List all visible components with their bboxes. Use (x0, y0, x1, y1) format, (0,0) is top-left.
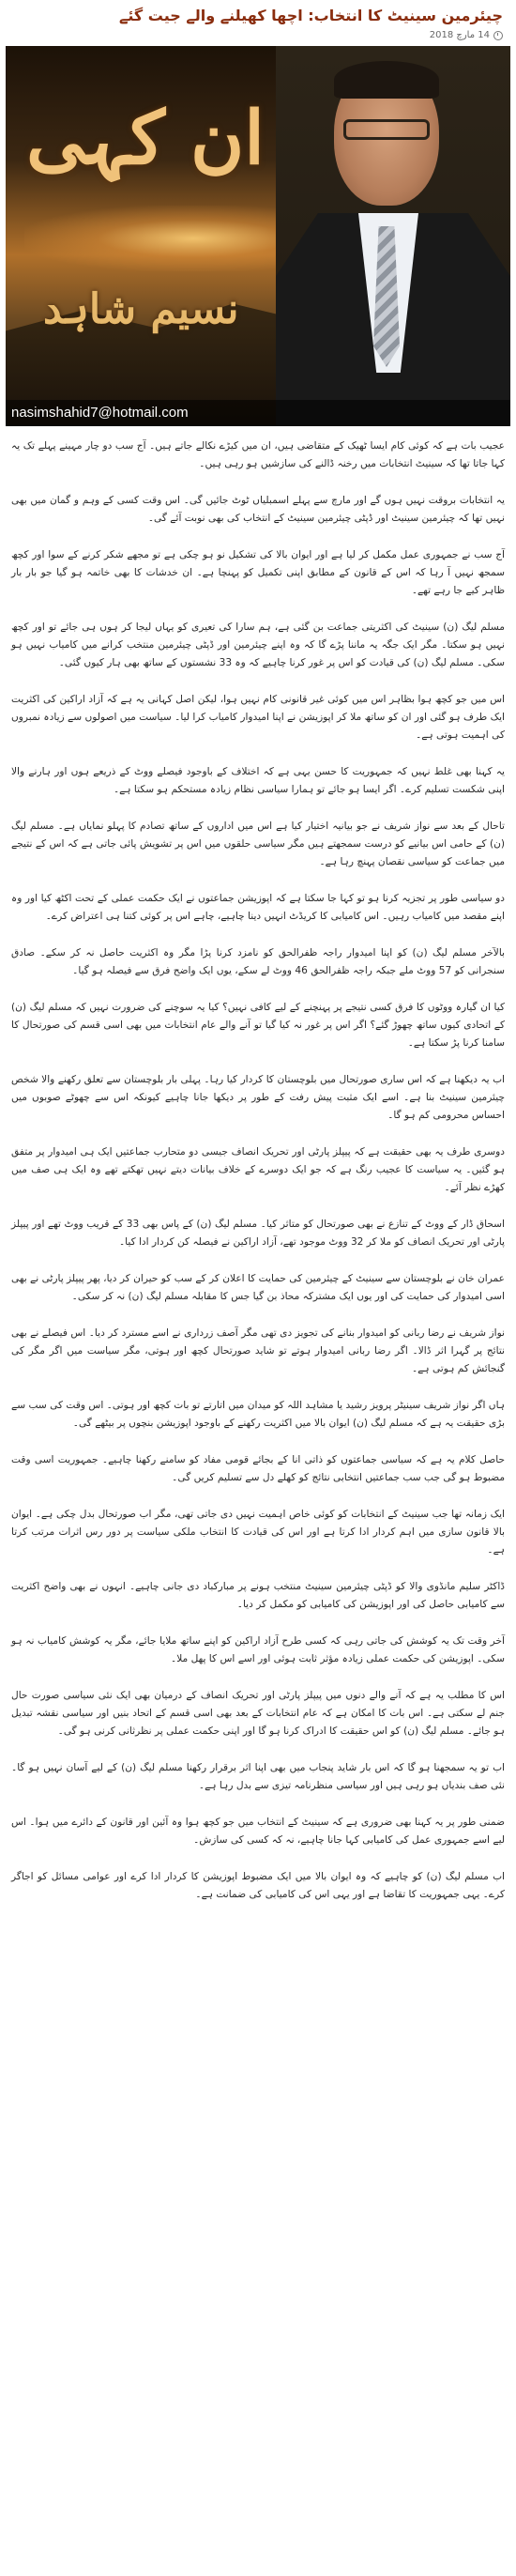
article-paragraph: عمران خان نے بلوچستان سے سینیٹ کے چیئرمین کی حمایت کا اعلان کر کے سب کو حیران کر دیا، پھر پیپلز پارٹی نے بھی اسی امیدوار کی حمایت کی اور یوں ایک مشترکہ محاذ بن گیا جس کا مقابلہ مسلم لیگ (ن) نہ کر سکی۔ (11, 1273, 505, 1302)
article-paragraph: ضمنی طور پر یہ کہنا بھی ضروری ہے کہ سینیٹ کے انتخاب میں جو کچھ ہوا وہ آئین اور قانون کے دائرے میں ہوا۔ اس لیے اسے جمہوری عمل کی کامیابی کہا جانا چاہیے، نہ کہ کسی کی سازش۔ (11, 1817, 505, 1846)
author-email: nasimshahid7@hotmail.com (6, 400, 510, 426)
article-title[interactable]: چیئرمین سینیٹ کا انتخاب: اچھا کھیلنے والے جیت گئے (118, 7, 503, 24)
article-paragraph: اب یہ دیکھنا ہے کہ اس ساری صورتحال میں بلوچستان کا کردار کیا رہا۔ پہلی بار بلوچستان سے تعلق رکھنے والا شخص چیئرمین سینیٹ بنا ہے۔ اسے ایک مثبت پیش رفت کے طور پر دیکھا جانا چاہیے کیونکہ اس سے چھوٹے صوبوں میں احساس محرومی کم ہو گا۔ (11, 1074, 505, 1121)
article-paragraph: آخر وقت تک یہ کوشش کی جاتی رہی کہ کسی طرح آزاد اراکین کو اپنے ساتھ ملایا جائے، مگر یہ کوشش کامیاب نہ ہو سکی۔ اپوزیشن کی حکمت عملی زیادہ مؤثر ثابت ہوئی اور اسے اس کا پھل ملا۔ (11, 1635, 505, 1664)
portrait-glasses (343, 119, 430, 140)
author-name: نسیم شاہد (43, 285, 239, 333)
article-paragraph: نواز شریف نے رضا ربانی کو امیدوار بنانے کی تجویز دی تھی مگر آصف زرداری نے اسے مسترد کر دیا۔ اس فیصلے نے بھی نتائج پر گہرا اثر ڈالا۔ اگر رضا ربانی امیدوار ہوتے تو شاید صورتحال کچھ اور ہوتی، مگر سیاست میں اگر مگر کی گنجائش کم ہوتی ہے۔ (11, 1327, 505, 1374)
article-paragraph: ڈاکٹر سلیم مانڈوی والا کو ڈپٹی چیئرمین سینیٹ منتخب ہونے پر مبارکباد دی جانی چاہیے۔ انہوں نے بھی واضح اکثریت سے کامیابی حاصل کی اور اپوزیشن کی کامیابی کو مکمل کر دیا۔ (11, 1581, 505, 1610)
article-paragraph: تاحال کے بعد سے نواز شریف نے جو بیانیہ اختیار کیا ہے اس میں اداروں کے ساتھ تصادم کا پہلو نمایاں ہے۔ مسلم لیگ (ن) کے حامی اس بیانیے کو درست سمجھتے ہیں مگر سیاسی حلقوں میں اس پر تشویش پائی جاتی ہے کہ اس کے نتیجے میں جماعت کو سیاسی نقصان پہنچ رہا ہے۔ (11, 820, 505, 867)
article-paragraph: اسحاق ڈار کے ووٹ کے تنازع نے بھی صورتحال کو متاثر کیا۔ مسلم لیگ (ن) کے پاس بھی 33 کے قریب ووٹ تھے اور پیپلز پارٹی اور تحریک انصاف کو ملا کر 32 ووٹ موجود تھے، آزاد اراکین نے فیصلہ کن کردار ادا کیا۔ (11, 1219, 506, 1248)
article-paragraph: اس کا مطلب یہ ہے کہ آنے والے دنوں میں پیپلز پارٹی اور تحریک انصاف کے درمیان بھی ایک نئی سیاسی صورت حال جنم لے سکتی ہے۔ اس بات کا امکان ہے کہ عام انتخابات کے بعد بھی اسی قسم کے اتحاد بنیں اور سیاسی نقشہ تبدیل ہو جائے۔ مسلم لیگ (ن) کو اس حقیقت کا ادراک کرنا ہو گا اور اپنی حکمت عملی پر نظرثانی کرنی ہو گی۔ (11, 1690, 505, 1737)
article-paragraph: دوسری طرف یہ بھی حقیقت ہے کہ پیپلز پارٹی اور تحریک انصاف جیسی دو متحارب جماعتیں ایک ہی امیدوار پر متفق ہو گئیں۔ یہ سیاست کا عجیب رنگ ہے کہ جو ایک دوسرے کے خلاف بیانات دیتے نہیں تھکتے تھے وہ ایک ہی صف میں کھڑے نظر آئے۔ (11, 1146, 505, 1193)
column-brand-logo: ان کہی (26, 96, 265, 181)
article-paragraph: اس میں جو کچھ ہوا بظاہر اس میں کوئی غیر قانونی کام نہیں ہوا، لیکن اصل کہانی یہ ہے کہ آزاد اراکین کی اکثریت ایک طرف ہو گئی اور ان کو ساتھ ملا کر اپوزیشن نے اپنا امیدوار کامیاب کرا لیا۔ سیاست میں اصولوں سے زیادہ نمبروں کی اہمیت ہوتی ہے۔ (11, 694, 505, 741)
article-paragraph: ہاں اگر نواز شریف سینیٹر پرویز رشید یا مشاہد اللہ کو میدان میں اتارتے تو بات کچھ اور ہوتی۔ اس وقت کی سب سے بڑی حقیقت یہ ہے کہ مسلم لیگ (ن) ایوان بالا میں اکثریت رکھنے کے باوجود اپوزیشن بنچوں پر بیٹھے گی۔ (11, 1400, 505, 1429)
article-paragraph: عجیب بات ہے کہ کوئی کام ایسا ٹھیک کے متقاضی ہیں، ان میں کیڑے نکالے جاتے ہیں۔ آج سب دو چار مہینے پہلے تک یہ کہا جاتا تھا کہ سینیٹ انتخابات میں رخنہ ڈالنے کی سازشیں ہو رہی ہیں۔ (11, 440, 505, 469)
article-paragraph: یہ انتخابات بروقت نہیں ہوں گے اور مارچ سے پہلے اسمبلیاں ٹوٹ جائیں گی۔ اس وقت کسی کے وہم و گمان میں بھی نہیں تھا کہ چیئرمین سینیٹ اور ڈپٹی چیئرمین سینیٹ کے انتخاب کی بھی نوبت آئے گی۔ (11, 495, 505, 524)
article-paragraph: اب مسلم لیگ (ن) کو چاہیے کہ وہ ایوان بالا میں ایک مضبوط اپوزیشن کا کردار ادا کرے اور عوامی مسائل کو اجاگر کرے۔ یہی جمہوریت کا تقاضا ہے اور یہی اس کی کامیابی کی ضمانت ہے۔ (11, 1871, 505, 1900)
author-portrait (276, 46, 510, 426)
article-paragraph: یہ کہنا بھی غلط نہیں کہ جمہوریت کا حسن یہی ہے کہ اختلاف کے باوجود فیصلے ووٹ کے ذریعے ہوں اور ہارنے والا اپنی شکست تسلیم کرے۔ اگر ایسا ہو جائے تو ہمارا سیاسی نظام زیادہ مستحکم ہو سکتا ہے۔ (11, 766, 505, 795)
portrait-hair (334, 61, 439, 99)
article-dateline (6, 30, 510, 46)
article-paragraph: آج سب نے جمہوری عمل مکمل کر لیا ہے اور ایوان بالا کی تشکیل نو ہو چکی ہے تو مجھے شکر کرنے کے سوا اور کچھ سمجھ نہیں آ رہا کہ اس کے قانون کے مطابق اپنی تکمیل کو پہنچا ہے۔ ان خدشات کا بھی خاتمہ ہو گیا جو بار بار ظاہر کیے جا رہے تھے۔ (11, 549, 505, 596)
article-paragraph: ایک زمانہ تھا جب سینیٹ کے انتخابات کو کوئی خاص اہمیت نہیں دی جاتی تھی، مگر اب صورتحال بدل چکی ہے۔ ایوان بالا قانون سازی میں اہم کردار ادا کرتا ہے اور اس کی قیادت کا انتخاب ملکی سیاست پر دور رس اثرات مرتب کرتا ہے۔ (11, 1509, 505, 1556)
article-paragraph: کیا ان گیارہ ووٹوں کا فرق کسی نتیجے پر پہنچنے کے لیے کافی نہیں؟ کیا یہ سوچنے کی ضرورت نہیں کہ مسلم لیگ (ن) کے اتحادی کیوں ساتھ چھوڑ گئے؟ اگر اس پر غور نہ کیا گیا تو آنے والے عام انتخابات میں بھی اسی قسم کی صورتحال کا سامنا کرنا پڑ سکتا ہے۔ (11, 1002, 505, 1049)
article-paragraph: حاصل کلام یہ ہے کہ سیاسی جماعتوں کو ذاتی انا کے بجائے قومی مفاد کو سامنے رکھنا چاہیے۔ جمہوریت اسی وقت مضبوط ہو گی جب سب جماعتیں انتخابی نتائج کو کھلے دل سے تسلیم کریں گی۔ (11, 1454, 505, 1483)
article-paragraph: مسلم لیگ (ن) سینیٹ کی اکثریتی جماعت بن گئی ہے، ہم سارا کی تعیری کو یہاں لیجا کر ہوں ہی جائے تو اور کچھ نہیں ہو سکتا۔ مگر ایک جگہ یہ ماننا پڑے گا کہ وہ اپنے چیئرمین اور ڈپٹی چیئرمین منتخب کرانے میں کامیاب نہیں ہو سکی۔ مسلم لیگ (ن) کی قیادت کو اس پر غور کرنا چاہیے کہ وہ 33 نشستوں کے ساتھ بھی ہار کیوں گئی۔ (11, 621, 505, 668)
article-date: 14 مارچ 2018 (429, 30, 490, 40)
article-paragraph: بالآخر مسلم لیگ (ن) کو اپنا امیدوار راجہ ظفرالحق کو نامزد کرنا پڑا مگر وہ اکثریت حاصل نہ کر سکے۔ صادق سنجرانی کو 57 ووٹ ملے جبکہ راجہ ظفرالحق 46 ووٹ لے سکے، یوں ایک واضح فرق سے فیصلہ ہو گیا۔ (11, 947, 505, 976)
article-paragraph: دو سیاسی طور پر تجزیہ کرنا ہو تو کہا جا سکتا ہے کہ اپوزیشن جماعتوں نے ایک حکمت عملی کے تحت اکٹھ کیا اور وہ اپنے مقصد میں کامیاب رہیں۔ اس کامیابی کا کریڈٹ انہیں دینا چاہیے، چاہے اس پر کوئی کتنا ہی اعتراض کرے۔ (11, 893, 505, 922)
article-body (6, 426, 510, 1904)
clock-icon (493, 31, 503, 40)
column-banner (6, 46, 510, 426)
article-paragraph: اب تو یہ سمجھنا ہو گا کہ اس بار شاید پنجاب میں بھی اپنا اثر برقرار رکھنا مسلم لیگ (ن) کے لیے آسان نہیں ہو گا۔ نئی صف بندیاں ہو رہی ہیں اور سیاسی منظرنامہ تیزی سے بدل رہا ہے۔ (11, 1762, 505, 1791)
